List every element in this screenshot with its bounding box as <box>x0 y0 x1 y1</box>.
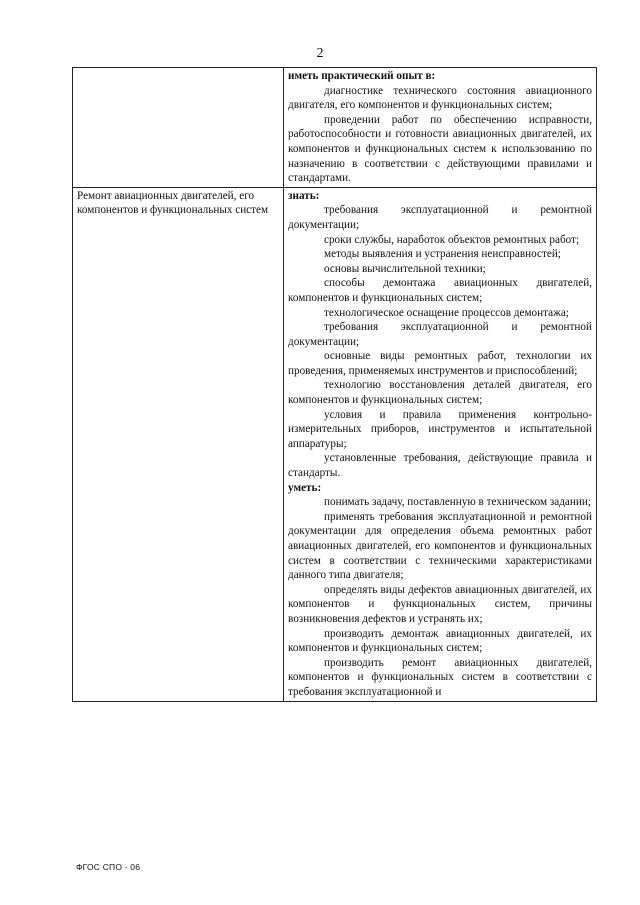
list-item: технологию восстановления деталей двигателя, его компонентов и функциональных систем; <box>288 379 592 407</box>
table-cell-practice <box>284 68 597 188</box>
list-item: диагностике технического состояния авиационного двигателя, его компонентов и функциональных систем; <box>288 84 592 112</box>
list-item: применять требования эксплуатационной и ремонтной документации для определения объема ремонтных работ авиационных двигателей, его компонентов и функциональных систем в соответствии с техническими характеристиками данного типа двигателя; <box>288 510 592 582</box>
footer-code: ФГОС СПО - 06 <box>76 862 141 872</box>
know-heading: знать: <box>288 189 320 202</box>
list-item: производить ремонт авиационных двигателей, компонентов и функциональных систем в соответствии с требования эксплуатационной и <box>288 656 592 698</box>
table-row <box>73 68 597 188</box>
list-item: условия и правила применения контрольно-измерительных приборов, инструментов и испытательной аппаратуры; <box>288 408 592 450</box>
list-item: требования эксплуатационной и ремонтной документации; <box>288 321 592 348</box>
list-item: основы вычислительной техники; <box>324 262 486 275</box>
list-item: определять виды дефектов авиационных двигателей, их компонентов и функциональных систем, причины возникновения дефектов и устранять их; <box>288 583 592 625</box>
competency-table <box>72 67 597 702</box>
table-cell-empty <box>73 68 284 188</box>
page-number: 2 <box>316 46 324 61</box>
list-item: производить демонтаж авиационных двигателей, их компонентов и функциональных систем; <box>288 627 592 655</box>
practice-heading: иметь практический опыт в: <box>288 70 436 82</box>
list-item: установленные требования, действующие правила и стандарты. <box>288 452 592 480</box>
list-item: способы демонтажа авиационных двигателей, компонентов и функциональных систем; <box>288 277 592 304</box>
list-item: методы выявления и устранения неисправностей; <box>324 248 561 261</box>
list-item: сроки службы, наработок объектов ремонтных работ; <box>324 233 580 246</box>
list-item: технологическое оснащение процессов демонтажа; <box>324 306 569 319</box>
list-item: понимать задачу, поставленную в техническом задании; <box>324 496 591 509</box>
list-item: основные виды ремонтных работ, технологии их проведения, применяемых инструментов и приспособлений; <box>288 350 592 377</box>
list-item: проведении работ по обеспечению исправности, работоспособности и готовности авиационных двигателей, их компонентов и функциональных систем к использованию по назначению в соответствии с действующими правилами и стандартами. <box>288 113 592 185</box>
list-item: требования эксплуатационной и ремонтной документации; <box>288 204 592 231</box>
table-row <box>73 187 597 701</box>
module-title: Ремонт авиационных двигателей, его компонентов и функциональных систем <box>77 189 269 217</box>
table-cell-module <box>73 187 284 701</box>
table-cell-requirements <box>284 187 597 701</box>
can-heading: уметь: <box>288 481 322 494</box>
